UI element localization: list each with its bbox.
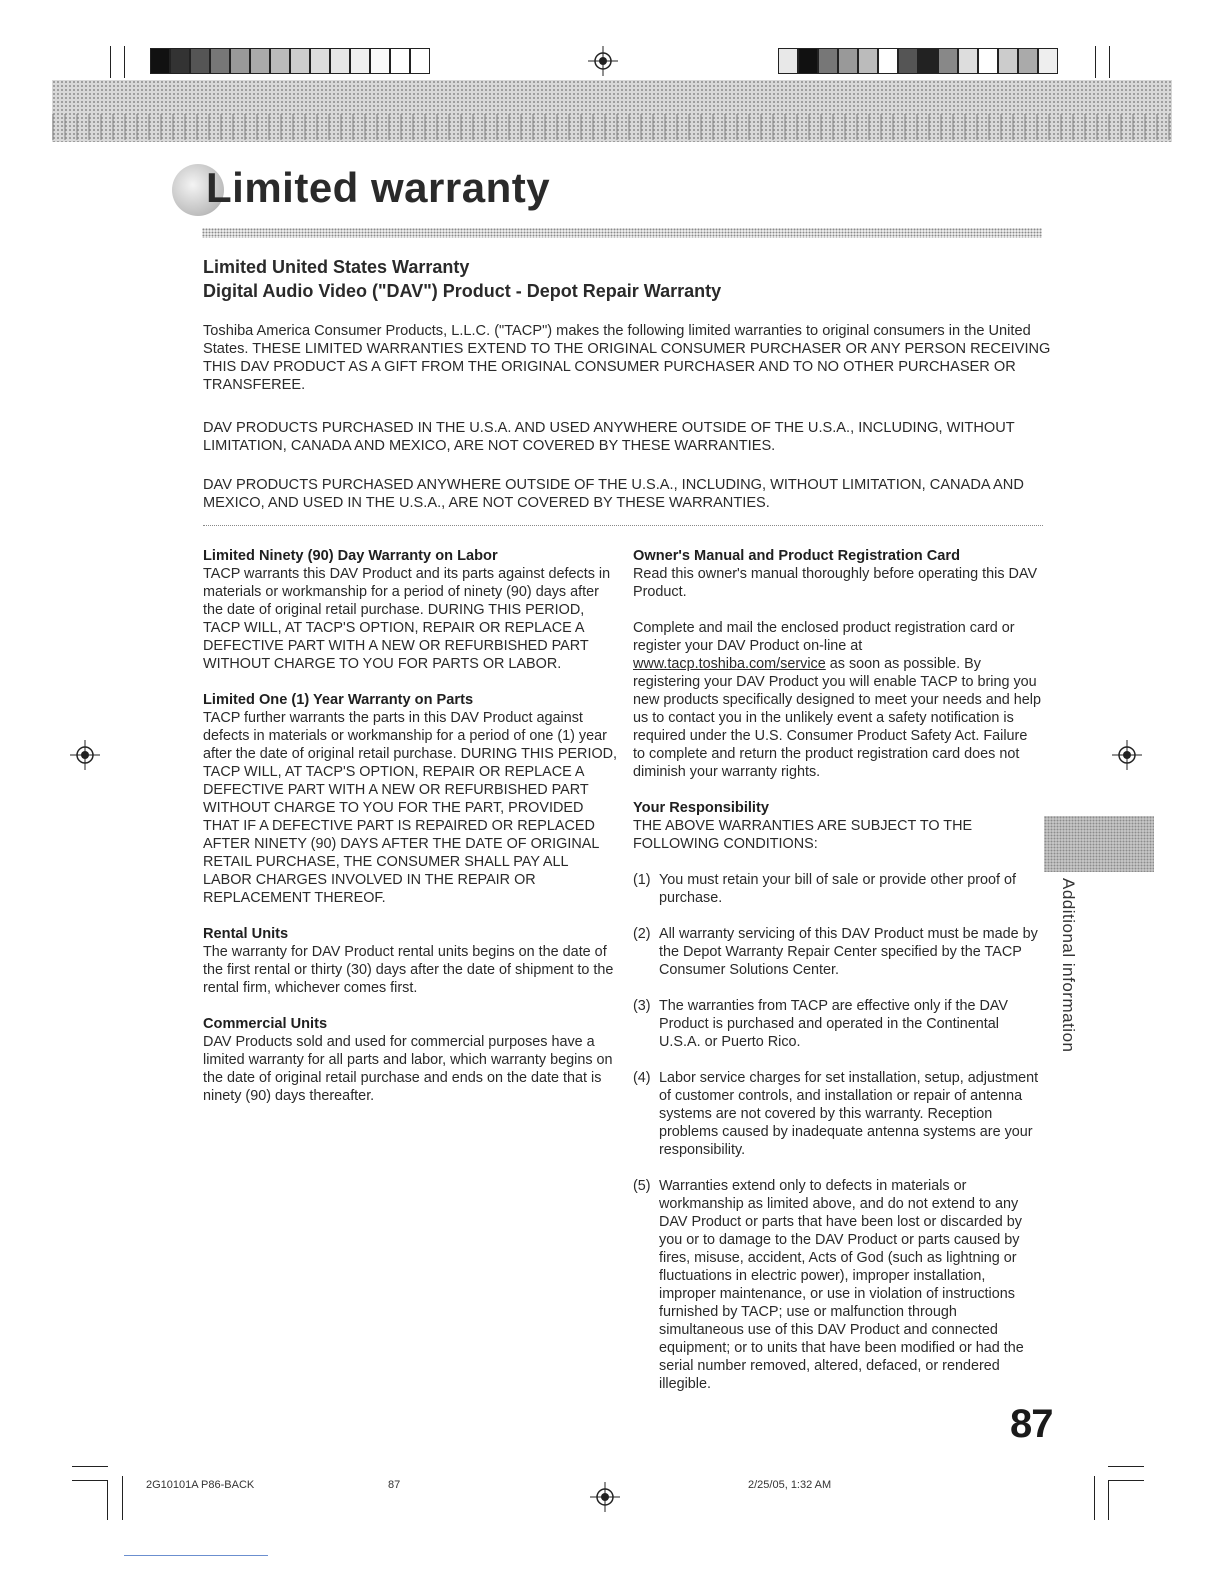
crop-mark bbox=[1108, 1466, 1144, 1467]
registration-target-icon bbox=[1112, 740, 1142, 770]
section-tab bbox=[1044, 816, 1154, 872]
parts-warranty-heading: Limited One (1) Year Warranty on Parts bbox=[203, 692, 474, 708]
footer-datetime: 2/25/05, 1:32 AM bbox=[748, 1479, 832, 1491]
intro-paragraph-1: Toshiba America Consumer Products, L.L.C. ("TACP") makes the following limited warranties to original consumers in the United States. THESE LIMITED WARRANTIES EXTEND TO THE ORIGINAL CONSUMER PURCHASER OR ANY PERSON RECEIVING THIS DAV PRODUCT AS A GIFT FROM THE ORIGINAL CONSUMER PURCHASER AND TO NO OTHER PURCHASER OR TRANSFEREE. bbox=[203, 323, 1051, 393]
commercial-units-heading: Commercial Units bbox=[203, 1016, 328, 1032]
footer-page: 87 bbox=[388, 1479, 401, 1491]
commercial-units-body: DAV Products sold and used for commercial purposes have a limited warranty for all parts and labor, which warranty begins on the date of original retail purchase and ends on the date that is ninety (90) days thereafter. bbox=[203, 1034, 613, 1104]
footer-code: 2G10101A P86-BACK bbox=[146, 1479, 255, 1491]
parts-warranty-body: TACP further warrants the parts in this DAV Product against defects in materials or workmanship for a period of one (1) year after the date of original retail purchase. DURING THIS PERIOD, TACP WILL, AT TACP'S OPTION, REPAIR OR REPLACE A DEFECTIVE PART WITH A NEW OR REFURBISHED PART WITHOUT CHARGE TO YOU FOR THE PART, PROVIDED THAT IF A DEFECTIVE PART IS REPAIRED OR REPLACED AFTER NINETY (90) DAYS AFTER THE DATE OF ORIGINAL RETAIL PURCHASE, THE CONSUMER SHALL PAY ALL LABOR CHARGES INVOLVED IN THE REPAIR OR REPLACEMENT THEREOF. bbox=[203, 710, 618, 906]
registration-link[interactable]: www.tacp.toshiba.com/service bbox=[633, 656, 826, 672]
registration-target-icon bbox=[70, 740, 100, 770]
condition-item: (4) Labor service charges for set installation, setup, adjustment of customer controls, and installation or repair of antenna systems are not covered by this warranty. Reception problems caused by inadequate antenna systems are your responsibility. bbox=[633, 1070, 1039, 1158]
crop-mark bbox=[110, 46, 111, 78]
crop-mark bbox=[122, 1476, 123, 1520]
condition-item: (5) Warranties extend only to defects in materials or workmanship as limited above, and do not extend to any DAV Product or parts that have been lost or discarded by you or to damage to the DAV Product or parts caused by fires, misuse, accident, Acts of God (such as lightning or fluctuations in electric power), improper installation, improper maintenance, or use in violation of instructions furnished by TACP; use or malfunction through simultaneous use of this DAV Product and connected equipment; or to units that have been modified or had the serial number removed, altered, defaced, or rendered illegible. bbox=[633, 1178, 1024, 1392]
crop-mark bbox=[124, 46, 125, 78]
crop-mark bbox=[1095, 46, 1096, 78]
registration-target-icon bbox=[590, 1482, 620, 1512]
condition-item: (3) The warranties from TACP are effective only if the DAV Product is purchased and operated in the Continental U.S.A. or Puerto Rico. bbox=[633, 998, 1008, 1050]
crop-mark bbox=[1109, 46, 1110, 78]
section-heading: Limited United States Warranty bbox=[203, 257, 470, 277]
intro-paragraph-2: DAV PRODUCTS PURCHASED IN THE U.S.A. AND USED ANYWHERE OUTSIDE OF THE U.S.A., INCLUDING, WITHOUT LIMITATION, CANADA AND MEXICO, ARE NOT COVERED BY THESE WARRANTIES. bbox=[203, 420, 1015, 454]
responsibility-heading: Your Responsibility bbox=[633, 800, 769, 816]
crop-mark bbox=[1094, 1476, 1095, 1520]
crop-mark bbox=[107, 1480, 108, 1520]
registration-bar-right bbox=[778, 48, 1058, 74]
page-number: 87 bbox=[1010, 1402, 1053, 1446]
labor-warranty-heading: Limited Ninety (90) Day Warranty on Labor bbox=[203, 548, 498, 564]
title-underline bbox=[202, 228, 1042, 238]
registration-body-1: Read this owner's manual thoroughly before operating this DAV Product. bbox=[633, 566, 1038, 600]
condition-item: (1) You must retain your bill of sale or provide other proof of purchase. bbox=[633, 872, 1017, 906]
section-divider bbox=[203, 525, 1043, 526]
registration-target-icon bbox=[588, 46, 618, 76]
page-title: Limited warranty bbox=[206, 164, 551, 211]
section-tab-label: Additional information bbox=[1059, 878, 1078, 1053]
section-subheading: Digital Audio Video ("DAV") Product - Depot Repair Warranty bbox=[203, 281, 722, 301]
left-column bbox=[203, 547, 618, 1105]
header-band bbox=[52, 80, 1172, 142]
crop-mark bbox=[1108, 1480, 1144, 1481]
registration-heading: Owner's Manual and Product Registration Card bbox=[633, 548, 961, 564]
intro-paragraph-3: DAV PRODUCTS PURCHASED ANYWHERE OUTSIDE OF THE U.S.A., INCLUDING, WITHOUT LIMITATION, CANADA AND MEXICO, AND USED IN THE U.S.A., ARE NOT COVERED BY THESE WARRANTIES. bbox=[203, 477, 1024, 511]
crop-mark bbox=[72, 1466, 108, 1467]
labor-warranty-body: TACP warrants this DAV Product and its parts against defects in materials or workmanship for a period of ninety (90) days after the date of original retail purchase. DURING THIS PERIOD, TACP WILL, AT TACP'S OPTION, REPAIR OR REPLACE A DEFECTIVE PART WITH A NEW OR REFURBISHED PART WITHOUT CHARGE TO YOU FOR PARTS OR LABOR. bbox=[203, 566, 611, 672]
rental-units-body: The warranty for DAV Product rental units begins on the date of the first rental or thirty (30) days after the date of shipment to the rental firm, whichever comes first. bbox=[203, 944, 614, 996]
right-column bbox=[633, 547, 1043, 1393]
bottom-rule bbox=[124, 1555, 268, 1556]
crop-mark bbox=[72, 1480, 108, 1481]
condition-item: (2) All warranty servicing of this DAV Product must be made by the Depot Warranty Repair Center specified by the TACP Consumer Solutions Center. bbox=[633, 926, 1038, 978]
rental-units-heading: Rental Units bbox=[203, 926, 289, 942]
crop-mark bbox=[1108, 1480, 1109, 1520]
responsibility-body: THE ABOVE WARRANTIES ARE SUBJECT TO THE FOLLOWING CONDITIONS: bbox=[633, 818, 973, 852]
registration-body-2: Complete and mail the enclosed product registration card or register your DAV Product on-line at www.tacp.toshiba.com/service as soon as possible. By registering your DAV Product you will enable TACP to bring you new products specifically designed to meet your needs and help us to contact you in the unlikely event a safety notification is required under the U.S. Consumer Product Safety Act. Failure to complete and return the product registration card does not diminish your warranty rights. bbox=[633, 620, 1041, 780]
registration-bar-left bbox=[150, 48, 430, 74]
